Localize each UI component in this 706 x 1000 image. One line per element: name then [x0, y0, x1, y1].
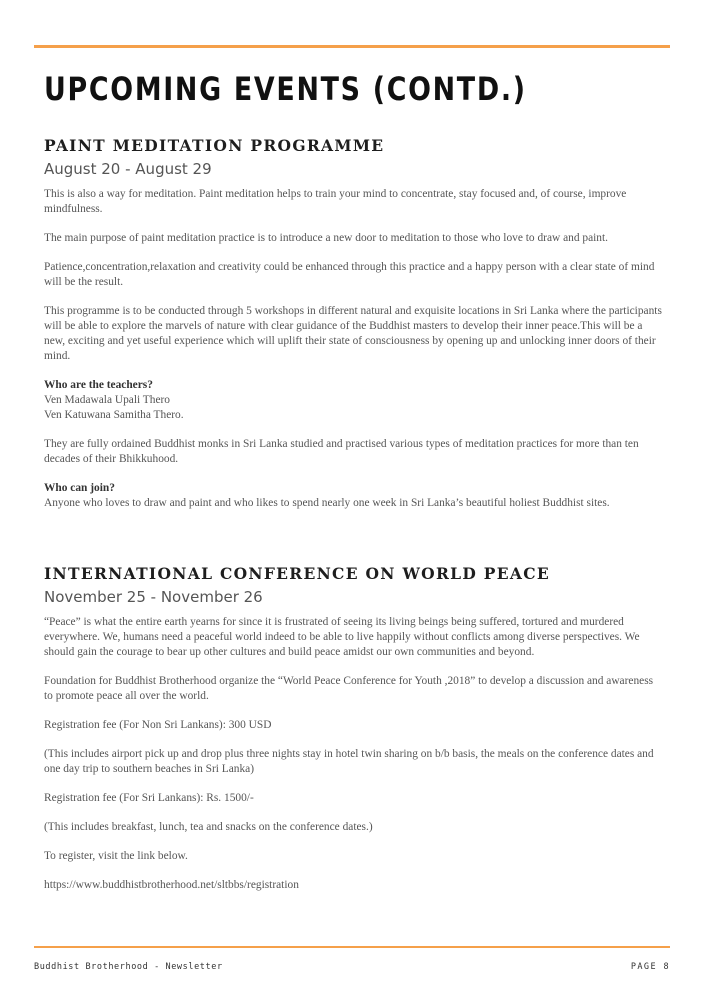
paragraph: “Peace” is what the entire earth yearns for since it is frustrated of seeing its living beings being suffered, tortured and murdered everywhere. We, humans need a peaceful world indeed to be able to live happily without conflicts among diverse perspectives. We should gain the courage to bear up other cultures and build peace amidst our own communities and beyond.: [44, 616, 640, 658]
registration-fee-foreign: Registration fee (For Non Sri Lankans): 300 USD: [44, 719, 272, 731]
section-heading: INTERNATIONAL CONFERENCE ON WORLD PEACE: [44, 564, 550, 583]
event-dates: August 20 - August 29: [44, 160, 212, 178]
section-paint-meditation: [44, 136, 664, 525]
paragraph: (This includes airport pick up and drop plus three nights stay in hotel twin sharing on b/b basis, the meals on the conference dates and one day trip to southern beaches in Sri Lanka): [44, 748, 654, 775]
footer-page-number: PAGE 8: [630, 962, 670, 972]
registration-link[interactable]: https://www.buddhistbrotherhood.net/sltbbs/registration: [44, 879, 299, 891]
section-heading: PAINT MEDITATION PROGRAMME: [44, 136, 385, 155]
top-divider: [34, 45, 670, 48]
teachers-label: Who are the teachers?: [44, 379, 153, 391]
event-dates: November 25 - November 26: [44, 588, 263, 606]
paragraph: Foundation for Buddhist Brotherhood organize the “World Peace Conference for Youth ,2018” to develop a discussion and awareness to promote peace all over the world.: [44, 675, 654, 702]
paragraph: This programme is to be conducted through 5 workshops in different natural and exquisite locations in Sri Lanka where the participants will be able to explore the marvels of nature with clear guidance of the Buddhist masters to develop their inner peace.This will be a new, exciting and yet useful experience which will uplift their state of consciousness by opening up and unlocking inner doors of their mind.: [44, 305, 662, 362]
section-body: [44, 615, 664, 893]
paragraph: They are fully ordained Buddhist monks in Sri Lanka studied and practised various types of meditation practices for more than ten decades of their Bhikkuhood.: [44, 438, 639, 465]
paragraph: The main purpose of paint meditation practice is to introduce a new door to meditation to those who love to draw and paint.: [44, 232, 609, 244]
registration-fee-local: Registration fee (For Sri Lankans): Rs. 1500/-: [44, 792, 254, 804]
section-peace-conference: [44, 564, 664, 907]
paragraph: Anyone who loves to draw and paint and who likes to spend nearly one week in Sri Lanka’s beautiful holiest Buddhist sites.: [44, 497, 610, 509]
bottom-divider: [34, 946, 670, 948]
teacher-name: Ven Katuwana Samitha Thero.: [44, 409, 184, 421]
page-title: UPCOMING EVENTS (CONTD.): [44, 70, 527, 108]
paragraph: (This includes breakfast, lunch, tea and snacks on the conference dates.): [44, 821, 373, 833]
section-body: [44, 187, 664, 511]
paragraph: This is also a way for meditation. Paint meditation helps to train your mind to concentrate, stay focused and, of course, improve mindfulness.: [44, 188, 627, 215]
footer-newsletter-name: Buddhist Brotherhood - Newsletter: [34, 962, 223, 972]
join-label: Who can join?: [44, 482, 115, 494]
paragraph: To register, visit the link below.: [44, 850, 188, 862]
paragraph: Patience,concentration,relaxation and creativity could be enhanced through this practice and a happy person with a clear state of mind will be the result.: [44, 261, 655, 288]
teacher-name: Ven Madawala Upali Thero: [44, 394, 170, 406]
